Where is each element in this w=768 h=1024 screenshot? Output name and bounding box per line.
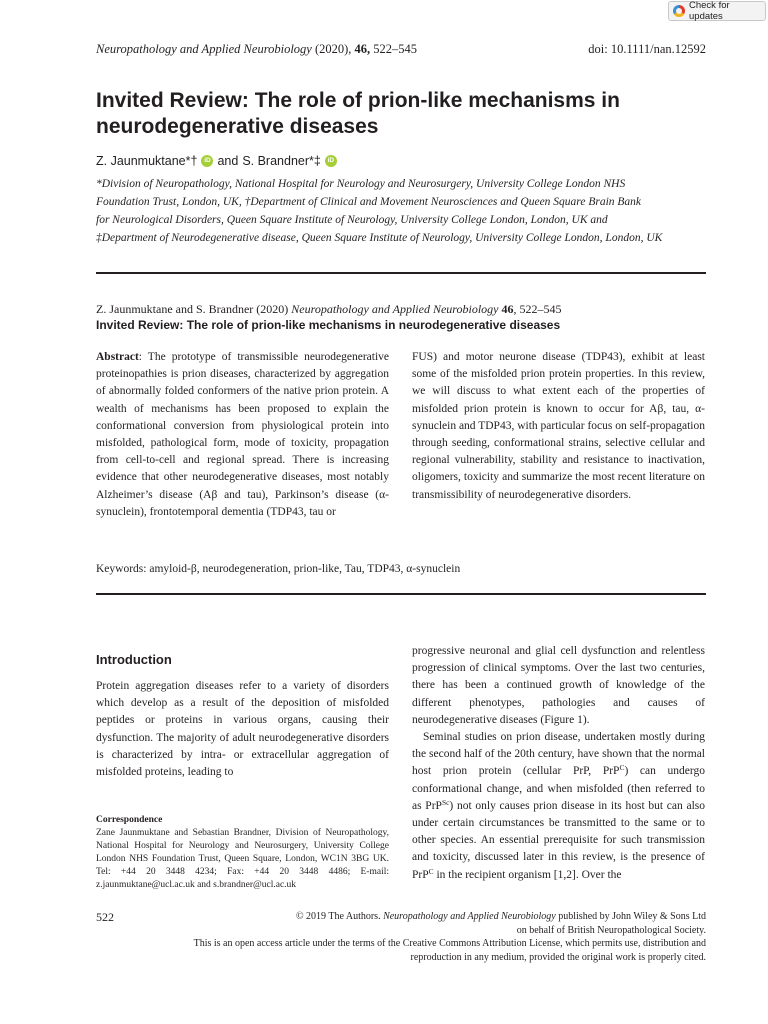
abstract-label: Abstract — [96, 351, 139, 363]
footer-line: © 2019 The Authors. Neuropathology and Applied Neurobiology published by John Wiley & Sons Ltd — [295, 911, 706, 922]
check-for-updates-badge[interactable] — [668, 1, 766, 21]
orcid-icon[interactable]: iD — [201, 155, 213, 167]
check-for-updates-label: Check for updates — [689, 0, 730, 22]
body-column-right — [412, 643, 705, 884]
copyright-footer — [96, 910, 706, 964]
correspondence — [96, 814, 389, 892]
article-title: Invited Review: The role of prion-like mechanisms in neurodegenerative diseases — [96, 89, 620, 138]
affiliation-line: *Division of Neuropathology, National Hospital for Neurology and Neurosurgery, University College London NHS — [96, 178, 626, 190]
author-list — [96, 154, 337, 168]
author-separator: and — [217, 154, 239, 168]
running-head — [96, 42, 706, 58]
intro-paragraph: Protein aggregation diseases refer to a variety of disorders which develop as a result of the deposition of misfolded peptides or proteins in various organs, causing their dysfunction. The majority of adult neurodegenerative disorders is characterized by intra- or extracellular aggregation of misfolded proteins, leading to — [96, 680, 389, 779]
footer-line: reproduction in any medium, provided the original work is properly cited. — [410, 951, 706, 963]
page-number: 522 — [96, 910, 114, 924]
abstract-column-2: FUS) and motor neurone disease (TDP43), exhibit at least some of the misfolded prion protein properties. In this review, we will discuss to what extent each of the properties of misfolded prion protein is known to occur for Aβ, tau, α-synuclein and TDP43, with particular focus on self-propagation through seeding, conformational strains, selective cellular and regional vulnerability, stability and resistance to inactivation, oligomers, toxicity and summarize the most recent literature on transmissibility of neurodegenerative disorders. — [412, 351, 705, 501]
journal-citation: Neuropathology and Applied Neurobiology (2020), 46, 522–545 — [96, 42, 418, 56]
orcid-icon[interactable]: iD — [325, 155, 337, 167]
affiliation-line: Foundation Trust, London, UK, †Department of Clinical and Movement Neurosciences and Queen Square Brain Bank — [96, 196, 642, 208]
abstract-column-1: Abstract: The prototype of transmissible neurodegenerative proteinopathies is prion diseases, characterized by aggregation of abnormally folded conformers of the native prion protein. A wealth of mechanisms has been proposed to explain the conformational conversion from physiological protein into misfolded, pathological form, mode of toxicity, propagation from cell-to-cell and regional spread. There is increasing evidence that other neurodegenerative diseases, most notably Alzheimer’s disease (Aβ and tau), Parkinson’s disease (α-synuclein), frontotemporal dementia (TDP43, tau or — [96, 351, 389, 518]
footer-line: This is an open access article under the terms of the Creative Commons Attribution License, which permits use, distribution and — [193, 938, 706, 949]
affiliation-line: for Neurological Disorders, Queen Square Institute of Neurology, University College London, London, UK and — [96, 214, 608, 226]
affiliations — [96, 175, 708, 247]
section-heading-introduction: Introduction — [96, 652, 172, 667]
body-paragraph: Seminal studies on prion disease, undertaken mostly during the second half of the 20th century, have shown that the normal host prion protein (cellular PrP, PrP$^C$) can undergo conformational change, and when misfolded (then referred to as PrP$^{Sc}$) not only causes prion disease in its host but can also under certain circumstances be transmitted to the same or to other species. An essential prerequisite for such transmission and toxicity, discussed later in this review, is the presence of PrP$^C$ in the recipient organism [1,2]. Over the — [412, 731, 706, 881]
citation-line: Z. Jaunmuktane and S. Brandner (2020) Neuropathology and Applied Neurobiology 46, 522–545 — [96, 302, 562, 316]
affiliation-line: ‡Department of Neurodegenerative disease, Queen Square Institute of Neurology, University College London, London, UK — [96, 232, 663, 244]
divider-top — [96, 272, 706, 274]
crossmark-icon — [673, 5, 685, 17]
doi-link[interactable]: doi: 10.1111/nan.12592 — [588, 42, 706, 56]
footer-line: on behalf of British Neuropathological Society. — [516, 924, 706, 936]
author-brandner[interactable]: S. Brandner*‡ — [242, 154, 321, 168]
divider-bottom — [96, 593, 706, 595]
keywords: Keywords: amyloid-β, neurodegeneration, prion-like, Tau, TDP43, α-synuclein — [96, 563, 461, 575]
body-paragraph: progressive neuronal and glial cell dysfunction and relentless progression of clinical symptoms. Over the last two centuries, there has been a continued growth of knowledge of the different phenotypes, pathologies and causes of neurodegenerative diseases (Figure 1). — [412, 645, 705, 726]
citation-title: Invited Review: The role of prion-like mechanisms in neurodegenerative diseases — [96, 318, 561, 332]
author-jaunmuktane[interactable]: Z. Jaunmuktane*† — [96, 154, 198, 168]
correspondence-label: Correspondence — [96, 815, 163, 825]
correspondence-text: Zane Jaunmuktane and Sebastian Brandner, Division of Neuropathology, National Hospital for Neurology and Neurosurgery, University College London NHS Foundation Trust, Queen Square, London, WC1N 3BG UK. Tel: +44 20 3448 4234; Fax: +44 20 3448 4486; E-mail: z.jaunmuktane@ucl.ac.uk and s.brandner@ucl.ac.uk — [96, 828, 389, 890]
